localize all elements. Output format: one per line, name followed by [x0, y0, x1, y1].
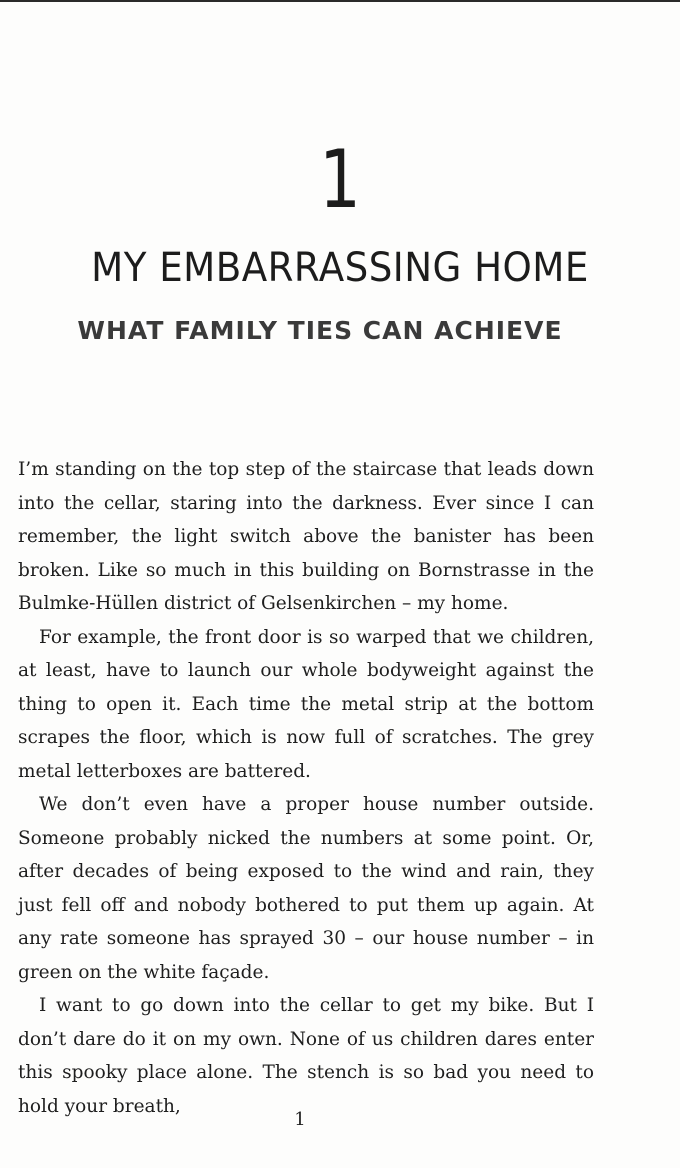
chapter-subtitle: WHAT FAMILY TIES CAN ACHIEVE — [77, 316, 563, 345]
paragraph: I want to go down into the cellar to get my bike. But I don’t dare do it on my own. None of us children dares enter this spooky place alone. The stench is so bad you need to hold your breath, — [18, 995, 594, 1117]
chapter-title: MY EMBARRASSING HOME — [91, 245, 589, 291]
page-number: 1 — [294, 1109, 306, 1130]
body-text — [18, 453, 594, 1123]
paragraph: I’m standing on the top step of the staircase that leads down into the cellar, staring into the darkness. Ever since I can remember, the light switch above the banister has been broken. Like so much in this building on Bornstrasse in the Bulmke-Hüllen district of Gelsenkirchen – my home. — [18, 459, 594, 614]
paragraph: For example, the front door is so warped that we children, at least, have to launch our whole bodyweight against the thing to open it. Each time the metal strip at the bottom scrapes the floor, which is now full of scratches. The grey metal letterboxes are battered. — [18, 626, 594, 782]
paragraph: We don’t even have a proper house number outside. Someone probably nicked the numbers at some point. Or, after decades of being exposed to the wind and rain, they just fell off and nobody bothered to put them up again. At any rate someone has sprayed 30 – our house number – in green on the white façade. — [18, 794, 594, 983]
chapter-number: 1 — [319, 133, 361, 226]
